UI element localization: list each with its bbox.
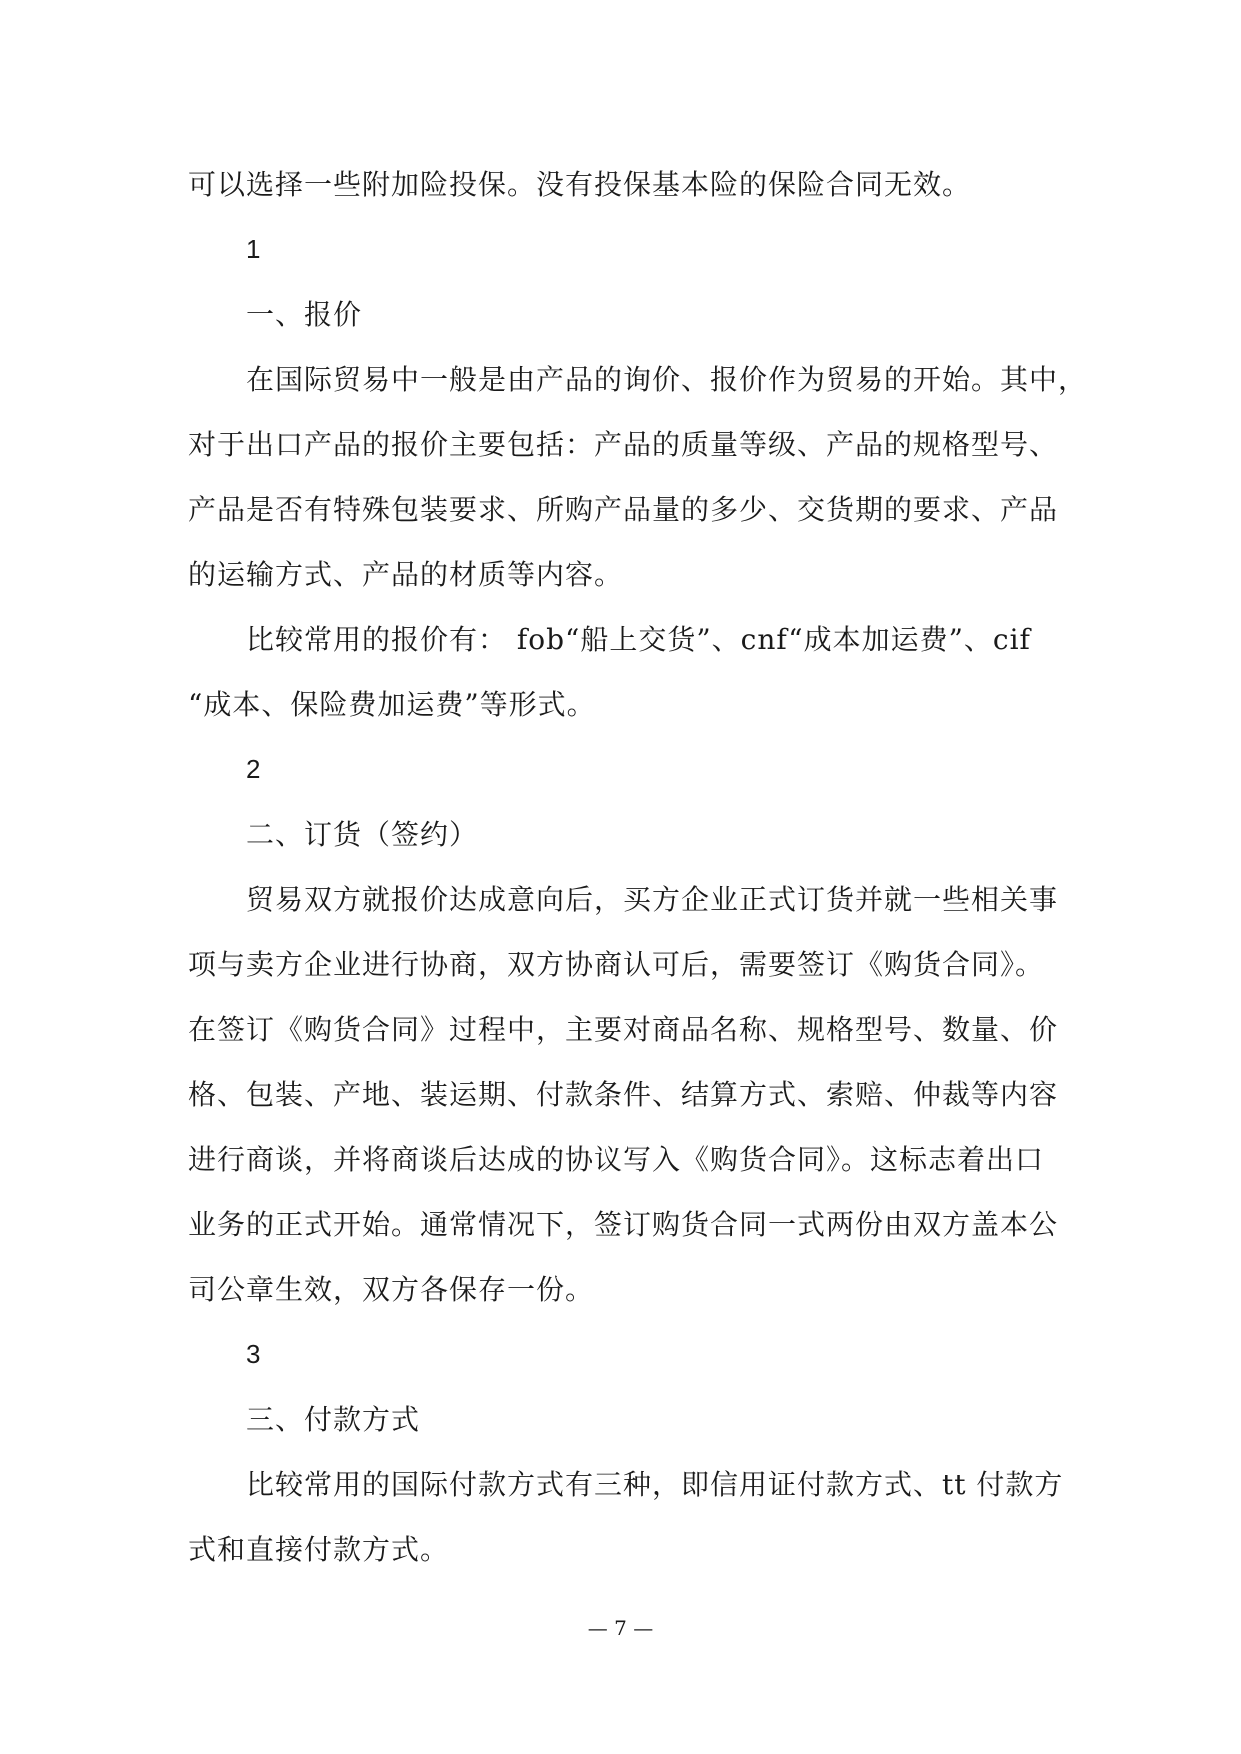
section-number: 2: [246, 754, 262, 784]
section-number: 3: [246, 1339, 262, 1369]
body-line: 在国际贸易中一般是由产品的询价、报价作为贸易的开始。其中，: [246, 363, 1088, 396]
body-line: 的运输方式、产品的材质等内容。: [188, 558, 624, 591]
body-line: 产品是否有特殊包装要求、所购产品量的多少、交货期的要求、产品: [188, 493, 1059, 526]
section-heading: 一、报价: [246, 298, 363, 331]
body-line: 对于出口产品的报价主要包括：产品的质量等级、产品的规格型号、: [188, 428, 1059, 461]
section-heading: 三、付款方式: [246, 1403, 421, 1436]
body-line: 格、包装、产地、装运期、付款条件、结算方式、索赔、仲裁等内容: [188, 1078, 1059, 1111]
body-line: 比较常用的报价有： fob“船上交货”、cnf“成本加运费”、cif: [246, 623, 1031, 656]
document-body: [188, 152, 1088, 1582]
section-heading: 二、订货（签约）: [246, 818, 479, 851]
page-number: — 7 —: [587, 1616, 654, 1640]
body-line: 业务的正式开始。通常情况下，签订购货合同一式两份由双方盖本公: [188, 1208, 1059, 1241]
section-number: 1: [246, 234, 262, 264]
body-line: 项与卖方企业进行协商，双方协商认可后，需要签订《购货合同》。: [188, 948, 1045, 981]
body-line: 可以选择一些附加险投保。没有投保基本险的保险合同无效。: [188, 168, 972, 201]
body-line: 进行商谈，并将商谈后达成的协议写入《购货合同》。这标志着出口: [188, 1143, 1045, 1176]
body-line: 式和直接付款方式。: [188, 1533, 450, 1566]
body-line: 司公章生效，双方各保存一份。: [188, 1273, 595, 1306]
body-line: 比较常用的国际付款方式有三种，即信用证付款方式、tt 付款方: [246, 1468, 1064, 1501]
body-line: “成本、保险费加运费”等形式。: [188, 688, 596, 721]
body-line: 在签订《购货合同》过程中，主要对商品名称、规格型号、数量、价: [188, 1013, 1059, 1046]
body-line: 贸易双方就报价达成意向后，买方企业正式订货并就一些相关事: [246, 883, 1059, 916]
